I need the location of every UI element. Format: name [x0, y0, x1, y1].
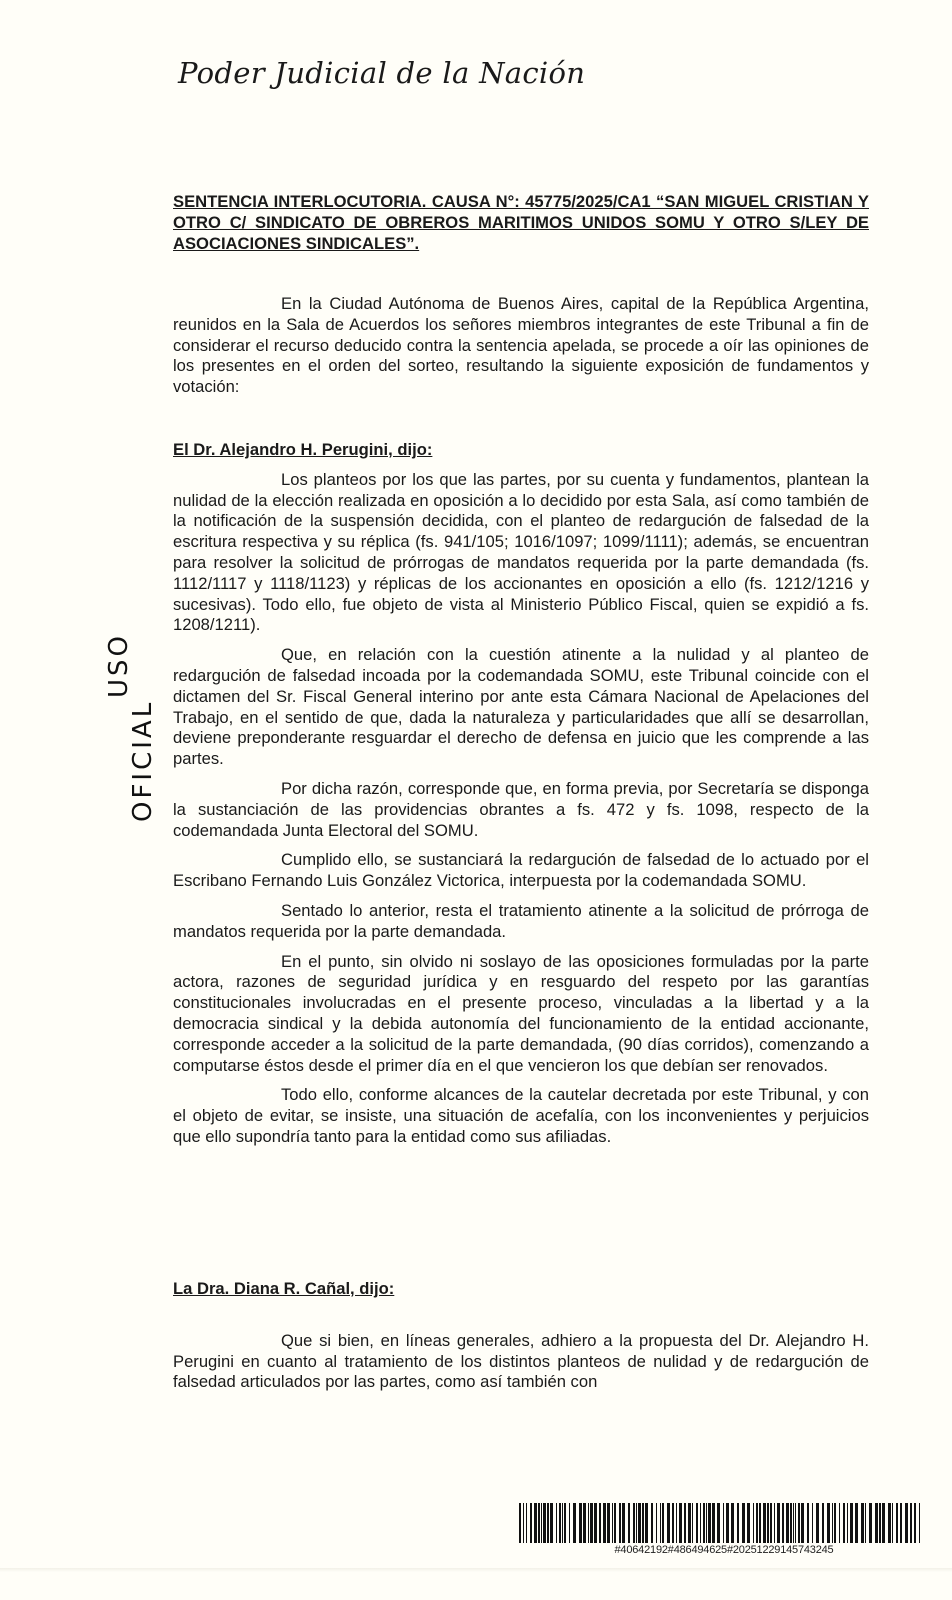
vote-canal	[173, 1279, 869, 1393]
vote-perugini	[173, 440, 869, 1148]
vote-paragraph: Todo ello, conforme alcances de la cautelar decretada por este Tribunal, y con el objeto de evitar, se insiste, una situación de acefalía, con los inconvenientes y perjuicios que ello supondría tanto para la entidad como sus afiliadas.	[173, 1085, 869, 1146]
vote-paragraph: Que si bien, en líneas generales, adhiero a la propuesta del Dr. Alejandro H. Perugini en cuanto al tratamiento de los distintos planteos de nulidad y de redargución de falsedad articulados por las partes, como así también con	[173, 1330, 869, 1392]
stamp-line-uso: USO	[104, 633, 134, 698]
case-caption: SENTENCIA INTERLOCUTORIA. CAUSA N°: 45775/2025/CA1 “SAN MIGUEL CRISTIAN Y OTRO C/ SINDICATO DE OBREROS MARITIMOS UNIDOS SOMU Y OTRO S/LEY DE ASOCIACIONES SINDICALES”.	[173, 192, 869, 253]
vote-paragraph: Sentado lo anterior, resta el tratamiento atinente a la solicitud de prórroga de mandatos requerida por la parte demandada.	[173, 900, 869, 941]
intro-section	[173, 294, 869, 398]
barcode-number: #40642192#486494625#20251229145743245	[614, 1544, 834, 1556]
uso-oficial-stamp	[100, 580, 158, 822]
stamp-line-oficial-clipped	[128, 699, 158, 822]
barcode-bars	[519, 1503, 927, 1543]
vote-heading: La Dra. Diana R. Cañal, dijo:	[173, 1279, 395, 1298]
intro-paragraph: En la Ciudad Autónoma de Buenos Aires, capital de la República Argentina, reunidos en la Sala de Acuerdos los señores miembros integrantes de este Tribunal a fin de considerar el recurso deducido contra la sentencia apelada, se procede a oír las opiniones de los presentes en el orden del sorteo, resultando la siguiente exposición de fundamentos y votación:	[173, 294, 869, 397]
document-barcode	[519, 1503, 929, 1556]
vote-paragraph: Cumplido ello, se sustanciará la redargución de falsedad de lo actuado por el Escribano Fernando Luis González Victorica, interpuesta por la codemandada SOMU.	[173, 850, 869, 891]
page-edge	[0, 1568, 952, 1572]
vote-paragraph: Que, en relación con la cuestión atinente a la nulidad y al planteo de redargución de falsedad incoada por la codemandada SOMU, este Tribunal coincide con el dictamen del Sr. Fiscal General interino por ante esta Cámara Nacional de Apelaciones del Trabajo, en el sentido de que, dada la naturaleza y particularidades que allí se desarrollan, deviene preponderante resguardar el derecho de defensa en juicio que les comprende a las partes.	[173, 645, 869, 769]
vote-paragraph: Los planteos por los que las partes, por su cuenta y fundamentos, plantean la nulidad de la elección realizada en oposición a lo decidido por esta Sala, así como también de la notificación de la suspensión decidida, con el planteo de redargución de falsedad de la escritura respectiva y su réplica (fs. 941/105; 1016/1097; 1099/1111); además, se encuentran para resolver la solicitud de prórrogas de mandatos requerida por la parte demandada (fs. 1112/1117 y 1118/1123) y réplicas de los accionantes en oposición a ello (fs. 1212/1216 y sucesivas). Todo ello, fue objeto de vista al Ministerio Público Fiscal, quien se expidió a fs. 1208/1211).	[173, 469, 869, 635]
vote-paragraph: Por dicha razón, corresponde que, en forma previa, por Secretaría se disponga la sustanciación de las providencias obrantes a fs. 472 y fs. 1098, respecto de la codemandada Junta Electoral del SOMU.	[173, 778, 869, 840]
vote-paragraph: En el punto, sin olvido ni soslayo de las oposiciones formuladas por la parte actora, razones de seguridad jurídica y en resguardo del respeto por las garantías constitucionales involucradas en el presente proceso, vinculadas a la libertad y a la democracia sindical y la debida autonomía del funcionamiento de la entidad accionante, corresponde acceder a la solicitud de la parte demandada, (90 días corridos), comenzando a computarse éstos desde el primer día en el que vencieron los que debían ser renovados.	[173, 951, 869, 1075]
poder-judicial-logo: Poder Judicial de la Nación	[178, 56, 586, 90]
barcode-space	[920, 1503, 923, 1543]
stamp-line-oficial: OFICIAL	[128, 699, 158, 822]
vote-heading: El Dr. Alejandro H. Perugini, dijo:	[173, 440, 433, 459]
